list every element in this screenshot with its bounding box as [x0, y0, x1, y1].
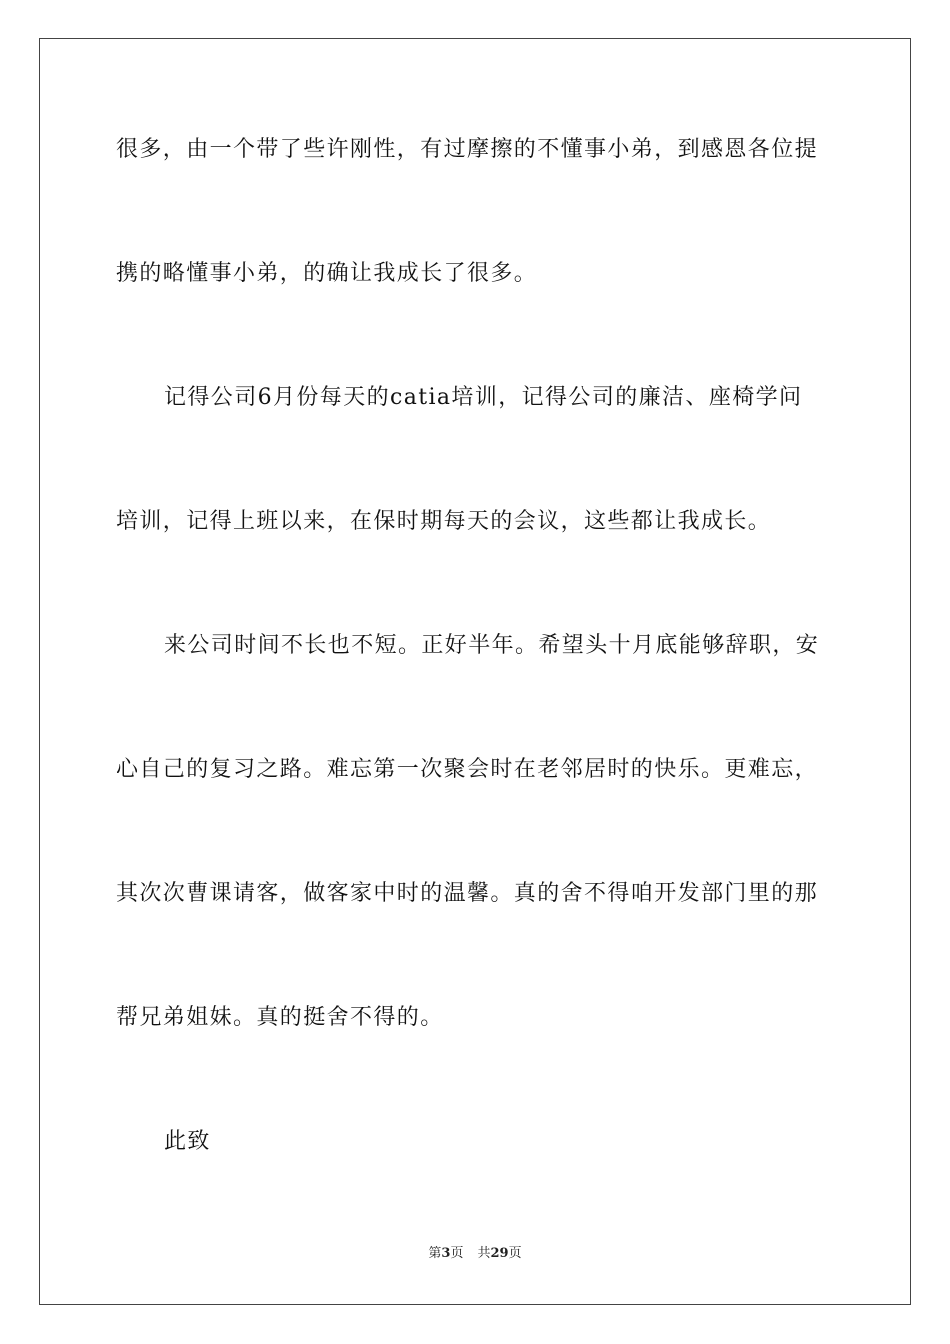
body-line-5: 来公司时间不长也不短。正好半年。希望头十月底能够辞职，安: [164, 633, 820, 658]
body-line-4: 培训，记得上班以来，在保时期每天的会议，这些都让我成长。: [116, 509, 772, 534]
body-line-8: 帮兄弟姐妹。真的挺舍不得的。: [116, 1005, 444, 1030]
closing-salutation: 此致: [164, 1129, 211, 1154]
body-line-2: 携的略懂事小弟，的确让我成长了很多。: [116, 261, 538, 286]
total-suffix: 页: [508, 1246, 522, 1261]
total-pages: 29: [490, 1246, 509, 1261]
page-footer: [0, 1245, 950, 1263]
page-prefix: 第: [428, 1246, 442, 1261]
body-line-6: 心自己的复习之路。难忘第一次聚会时在老邻居时的快乐。更难忘，: [116, 757, 819, 782]
page-frame: [39, 38, 911, 1305]
body-line-3: 记得公司6月份每天的catia培训，记得公司的廉洁、座椅学问: [164, 385, 803, 410]
body-line-1: 很多，由一个带了些许刚性，有过摩擦的不懂事小弟，到感恩各位提: [116, 137, 819, 162]
total-prefix: 共: [477, 1246, 491, 1261]
page-suffix: 页: [450, 1246, 464, 1261]
body-line-7: 其次次曹课请客，做客家中时的温馨。真的舍不得咱开发部门里的那: [116, 881, 819, 906]
page-number: 3: [441, 1246, 451, 1261]
